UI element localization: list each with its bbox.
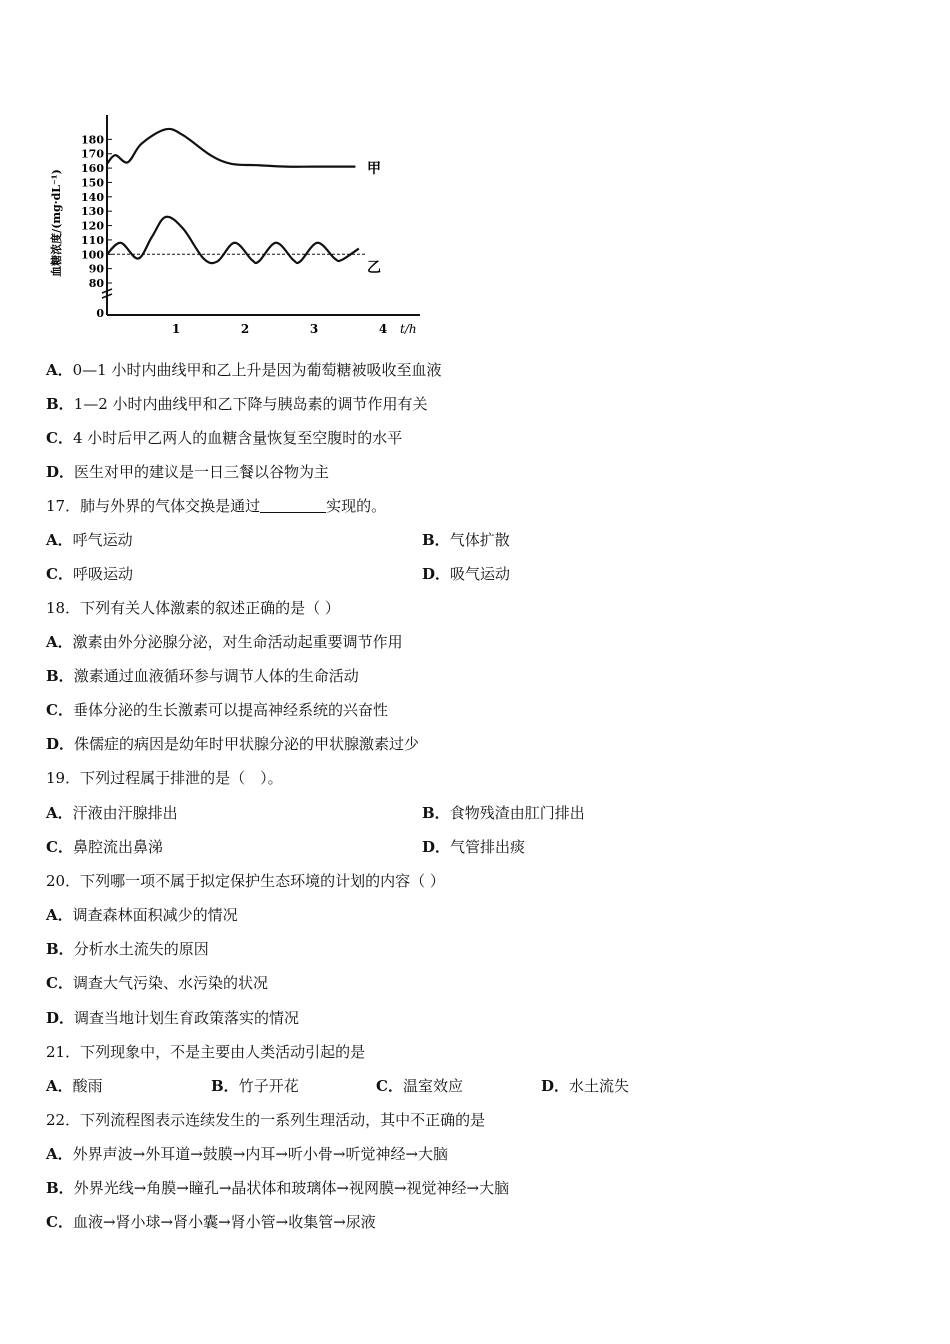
y-tick-label: 180 [81,133,104,147]
q18-option-c: C．垂体分泌的生长激素可以提高神经系统的兴奋性 [46,701,388,719]
series-label-jia: 甲 [367,161,381,177]
x-axis-unit: t/h [400,322,417,336]
q22-stem: 22．下列流程图表示连续发生的一系列生理活动，其中不正确的是 [46,1111,486,1129]
x-tick-label: 4 [378,322,388,336]
q17-option-c: C．呼吸运动 [46,565,133,583]
q20-option-b: B．分析水土流失的原因 [46,940,209,958]
origin-label: 0 [96,307,104,320]
answer-blank [260,498,326,513]
q20-option-d: D．调查当地计划生育政策落实的情况 [46,1009,300,1027]
chart-axes [102,115,420,315]
q21-row [46,1076,630,1096]
q18-option-b: B．激素通过血液循环参与调节人体的生命活动 [46,667,359,685]
q16-option-c: C．4 小时后甲乙两人的血糖含量恢复至空腹时的水平 [46,429,403,447]
q19-option-d: D．气管排出痰 [422,838,526,856]
blood-glucose-chart [40,105,440,350]
q21-option-a: A．酸雨 [46,1077,103,1095]
y-axis-label: 血糖浓度/(mg·dL⁻¹) [50,169,63,277]
q16-option-d: D．医生对甲的建议是一日三餐以谷物为主 [46,463,330,481]
chart-curves [107,129,366,263]
q22-option-b: B．外界光线→角膜→瞳孔→晶状体和玻璃体→视网膜→视觉神经→大脑 [46,1179,510,1197]
q16-option-b: B．1—2 小时内曲线甲和乙下降与胰岛素的调节作用有关 [46,395,428,413]
q17-option-d: D．吸气运动 [422,565,511,583]
y-tick-label: 140 [81,190,104,204]
q19-option-c: C．鼻腔流出鼻涕 [46,838,163,856]
y-tick-label: 170 [81,147,104,161]
q17-option-a: A．呼气运动 [46,531,133,549]
q21-option-b: B．竹子开花 [211,1077,299,1095]
series-label-yi: 乙 [367,260,381,276]
q21-option-d: D．水土流失 [541,1077,630,1095]
q22-option-a: A．外界声波→外耳道→鼓膜→内耳→听小骨→听觉神经→大脑 [46,1145,449,1163]
x-tick-label: 1 [171,322,181,336]
q20-stem: 20．下列哪一项不属于拟定保护生态环境的计划的内容（ ） [46,872,445,890]
y-tick-label: 100 [81,248,104,262]
series-line-yi [107,217,359,263]
x-tick-label: 3 [309,322,319,336]
y-tick-label: 160 [81,162,104,176]
q19-row-2 [46,837,526,857]
y-tick-label: 80 [88,277,104,290]
q19-option-a: A．汗液由汗腺排出 [46,804,178,822]
y-tick-label: 90 [88,262,104,276]
q21-stem: 21．下列现象中，不是主要由人类活动引起的是 [46,1043,366,1061]
q18-option-d: D．侏儒症的病因是幼年时甲状腺分泌的甲状腺激素过少 [46,735,420,753]
q21-option-c: C．温室效应 [376,1077,463,1095]
q17-stem: 17．肺与外界的气体交换是通过 实现的。 [46,497,387,515]
q17-row-2 [46,564,511,584]
q19-row-1 [46,803,585,823]
q20-option-c: C．调查大气污染、水污染的状况 [46,974,268,992]
q18-option-a: A．激素由外分泌腺分泌，对生命活动起重要调节作用 [46,633,403,651]
y-tick-label: 130 [81,205,104,219]
q17-option-b: B．气体扩散 [422,531,510,549]
q16-option-a: A．0—1 小时内曲线甲和乙上升是因为葡萄糖被吸收至血液 [46,361,442,379]
q22-option-c: C．血液→肾小球→肾小囊→肾小管→收集管→尿液 [46,1213,376,1231]
q20-option-a: A．调查森林面积减少的情况 [46,906,238,924]
q17-row-1 [46,530,510,550]
q19-option-b: B．食物残渣由肛门排出 [422,804,585,822]
x-tick-label: 2 [240,322,250,336]
series-line-jia [107,129,355,167]
y-tick-label: 110 [81,233,104,247]
y-tick-label: 150 [81,176,104,190]
y-tick-label: 120 [81,219,104,233]
q19-stem: 19．下列过程属于排泄的是（ ）。 [46,769,283,787]
q18-stem: 18．下列有关人体激素的叙述正确的是（ ） [46,599,340,617]
x-ticks [172,322,387,336]
